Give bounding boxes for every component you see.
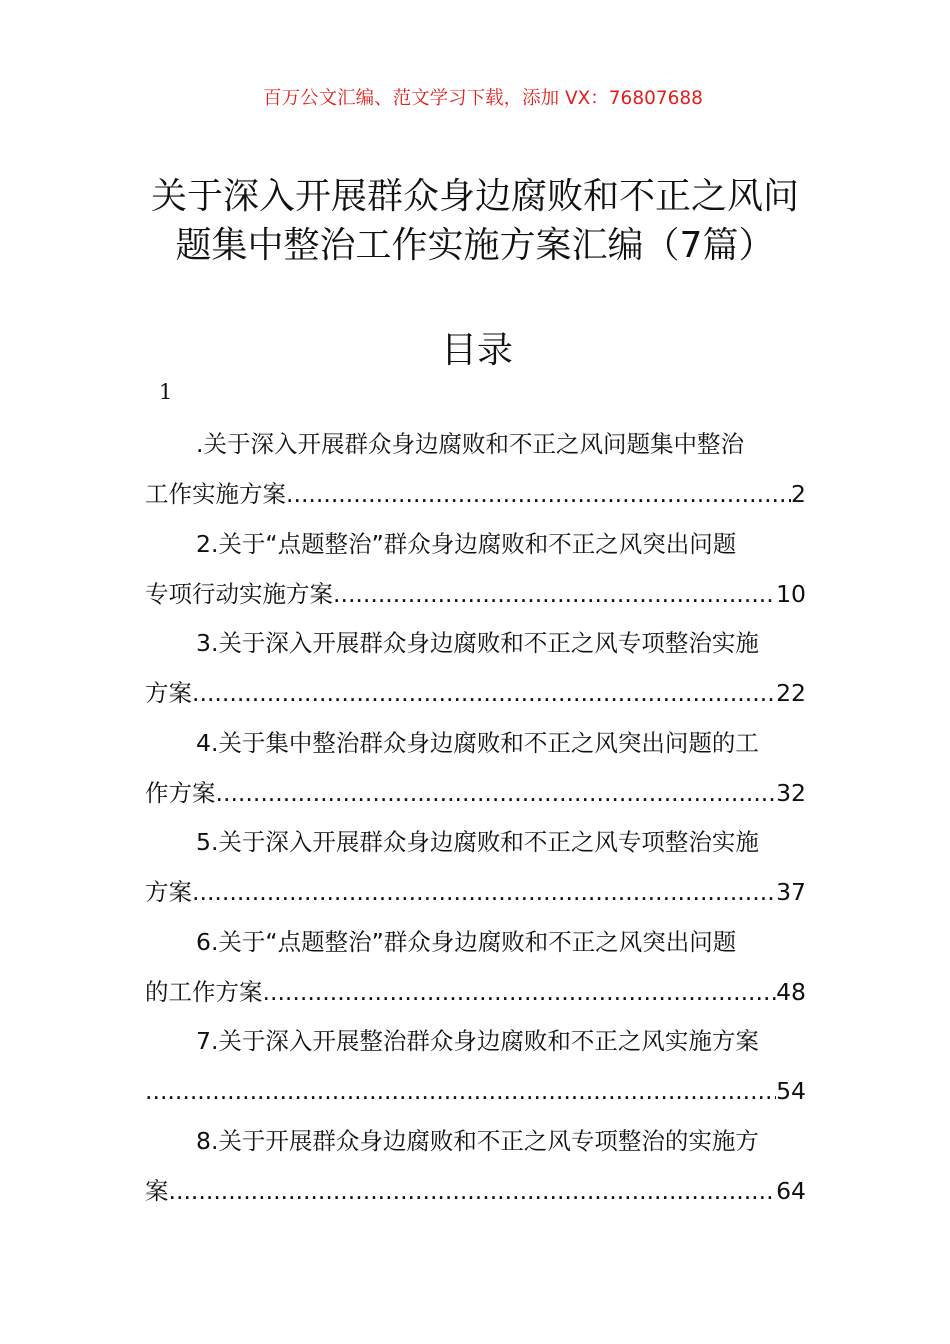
toc-entry[interactable] xyxy=(145,419,806,519)
toc-entry[interactable] xyxy=(145,618,806,718)
toc-entry-title-cont: 作方案 xyxy=(145,778,216,807)
toc-entry-title-cont: 工作实施方案 xyxy=(145,480,286,508)
toc-page-number: 10 xyxy=(776,579,806,608)
toc-page-number: 2 xyxy=(791,480,806,508)
title-line-1: 关于深入开展群众身边腐败和不正之风问 xyxy=(150,176,799,217)
toc-heading: 目录 xyxy=(440,330,513,371)
toc-entry-title: 4.关于集中整治群众身边腐败和不正之风突出问题的工 xyxy=(196,728,759,757)
toc-entry[interactable] xyxy=(145,917,806,1017)
dot-leader xyxy=(169,1166,777,1216)
toc-entry[interactable] xyxy=(145,1016,806,1116)
title-line-2: 题集中整治工作实施方案汇编（7篇） xyxy=(175,225,775,266)
toc-entry[interactable] xyxy=(145,718,806,818)
document-title xyxy=(0,172,950,270)
toc-entry-title: 2.关于“点题整治”群众身边腐败和不正之风突出问题 xyxy=(196,529,737,558)
toc-entry[interactable] xyxy=(145,519,806,619)
toc-entry-title: .关于深入开展群众身边腐败和不正之风问题集中整治 xyxy=(196,430,744,458)
toc-entry-title-cont: 方案 xyxy=(145,878,192,906)
toc-entry-title: 5.关于深入开展群众身边腐败和不正之风专项整治实施 xyxy=(196,828,759,856)
toc-page-number: 64 xyxy=(776,1176,806,1205)
watermark-header: 百万公文汇编、范文学习下载，添加 VX：76807688 xyxy=(263,88,703,109)
toc-entry-title-cont: 的工作方案 xyxy=(145,977,263,1006)
dot-leader xyxy=(333,569,776,619)
toc-page-number: 37 xyxy=(776,878,806,906)
toc-entry-title: 6.关于“点题整治”群众身边腐败和不正之风突出问题 xyxy=(196,927,737,956)
toc-entry-title: 3.关于深入开展群众身边腐败和不正之风专项整治实施 xyxy=(196,629,759,657)
toc-page-number: 48 xyxy=(776,977,806,1006)
dot-leader xyxy=(192,867,776,917)
toc-entry[interactable] xyxy=(145,817,806,917)
toc-page-number: 22 xyxy=(776,679,806,707)
toc-entry-title: 7.关于深入开展整治群众身边腐败和不正之风实施方案 xyxy=(196,1027,759,1055)
dot-leader xyxy=(286,469,791,519)
stray-number: 1 xyxy=(159,380,173,404)
dot-leader xyxy=(263,967,777,1017)
dot-leader xyxy=(145,1066,776,1116)
toc-page-number: 32 xyxy=(776,778,806,807)
toc-entry-title: 8.关于开展群众身边腐败和不正之风专项整治的实施方 xyxy=(196,1126,759,1155)
toc-entry-title-cont: 案 xyxy=(145,1176,169,1205)
dot-leader xyxy=(192,668,776,718)
toc-entry[interactable] xyxy=(145,1116,806,1216)
dot-leader xyxy=(216,768,777,818)
toc-entry-title-cont: 专项行动实施方案 xyxy=(145,579,333,608)
toc-entry-title-cont: 方案 xyxy=(145,679,192,707)
toc-page-number: 54 xyxy=(776,1077,806,1105)
